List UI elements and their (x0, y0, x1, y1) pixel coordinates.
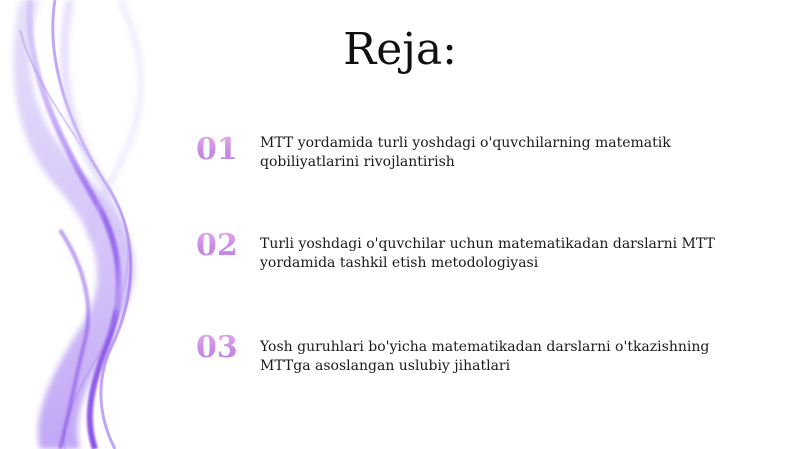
plan-item-text: Turli yoshdagi o'quvchilar uchun matematikadan darslarni MTT yordamida tashkil etish metodologiyasi (260, 236, 715, 271)
purple-smoke-decoration (0, 0, 200, 449)
plan-item-text: Yosh guruhlari bo'yicha matematikadan darslarni o'tkazishning MTTga asoslangan uslubiy jihatlari (260, 339, 710, 374)
plan-item-1 (196, 133, 756, 183)
plan-item-text: MTT yordamida turli yoshdagi o'quvchilarning matematik qobiliyatlarini rivojlantirish (260, 135, 671, 170)
plan-item-number: 03 (196, 331, 246, 365)
plan-item-number: 02 (196, 229, 246, 263)
plan-item-number: 01 (196, 133, 246, 167)
plan-item-2 (196, 229, 756, 279)
plan-item-3 (196, 331, 756, 381)
slide-title: Reja: (343, 24, 457, 75)
